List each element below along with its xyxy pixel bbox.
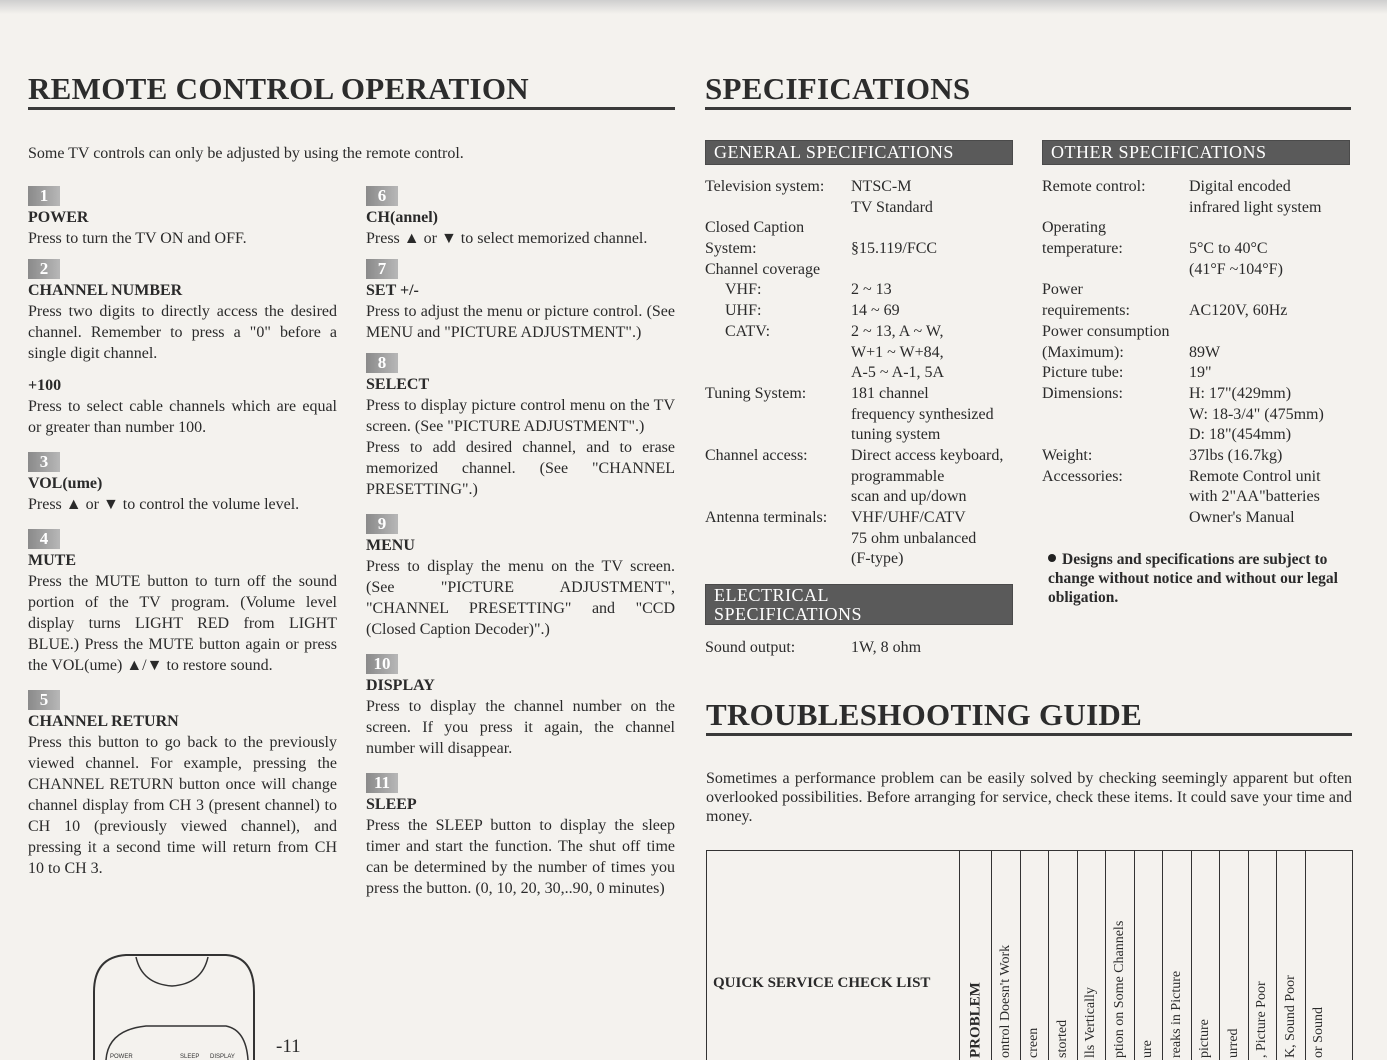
item-number-badge: 7 [366, 259, 398, 279]
remote-power-label: POWER [110, 1054, 133, 1060]
spec-label: Channel coverage [705, 260, 821, 278]
problem-column [1048, 851, 1077, 1060]
item-text: Press ▲ or ▼ to control the volume level. [28, 496, 300, 513]
spec-row [705, 218, 1025, 239]
spec-row [705, 446, 1025, 467]
item-title: MENU [366, 537, 415, 554]
problem-column [1134, 851, 1163, 1060]
spec-label: VHF: [725, 281, 762, 299]
spec-label: UHF: [725, 302, 762, 320]
troubleshooting-section-title: TROUBLESHOOTING GUIDE [706, 698, 1352, 736]
spec-value: infrared light system [1189, 198, 1322, 216]
spec-value: (41°F ~104°F) [1189, 260, 1283, 278]
spec-value: H: 17"(429mm) [1189, 384, 1292, 402]
problem-column [1020, 851, 1049, 1060]
spec-value: 19" [1189, 364, 1212, 382]
item-text: Press ▲ or ▼ to select memorized channel. [366, 230, 648, 247]
item-sub-title: +100 [28, 377, 62, 394]
item-number-badge: 2 [28, 259, 60, 279]
spec-value: (F-type) [851, 550, 904, 568]
spec-row [705, 260, 1025, 281]
problem-header: PROBLEM [967, 982, 983, 1058]
spec-value: §15.119/FCC [851, 240, 938, 258]
spec-row [1042, 405, 1362, 426]
item-sub-text: Press to select cable channels which are equal or greater than number 100. [28, 398, 337, 436]
spec-label: Weight: [1042, 446, 1093, 464]
item-text: Press to adjust the menu or picture control. (See MENU and "PICTURE ADJUSTMENT".) [366, 303, 675, 341]
spec-value: Digital encoded [1189, 178, 1291, 195]
spec-value: Direct access keyboard, [851, 446, 1004, 464]
spec-value: D: 18"(454mm) [1189, 426, 1292, 444]
item-text: Press to turn the TV ON and OFF. [28, 230, 247, 247]
spec-value: scan and up/down [851, 488, 967, 506]
spec-value: programmable [851, 467, 945, 485]
remote-item-channel-return [28, 690, 337, 879]
spec-value: 2 ~ 13, A ~ W, [851, 322, 944, 340]
spec-row [1042, 239, 1362, 260]
item-number-badge: 10 [366, 654, 398, 674]
problem-column [1191, 851, 1220, 1060]
item-title: SLEEP [366, 796, 417, 813]
spec-label: Power consumption [1042, 322, 1170, 340]
item-number-badge: 4 [28, 529, 60, 549]
remote-sleep-label: SLEEP [180, 1054, 200, 1060]
remote-item-menu [366, 514, 675, 640]
spec-label: Remote control: [1042, 178, 1146, 195]
spec-value: 1W, 8 ohm [851, 639, 922, 656]
specs-disclaimer-note [1048, 550, 1353, 607]
problem-column-label: lls Vertically [1083, 987, 1099, 1058]
spec-row [705, 280, 1025, 301]
item-text: Press to display the channel number on the screen. If you press it again, the channel number will disappear. [366, 698, 675, 757]
spec-row [705, 487, 1025, 508]
spec-row [1042, 177, 1362, 198]
spec-row [705, 638, 1025, 659]
spec-row [705, 198, 1025, 219]
item-number-badge: 5 [28, 690, 60, 710]
item-text: Press to display the menu on the TV screen. (See "PICTURE ADJUSTMENT", "CHANNEL PRESETTING" and "CCD (Closed Caption Decoder)".) [366, 558, 675, 638]
problem-column [1077, 851, 1106, 1060]
spec-row [705, 529, 1025, 550]
spec-row [705, 425, 1025, 446]
page-number: -11 [276, 1036, 301, 1057]
spec-label: Closed Caption [705, 219, 805, 237]
item-title: CHANNEL NUMBER [28, 282, 183, 299]
spec-value: A-5 ~ A-1, 5A [851, 364, 945, 382]
spec-row [705, 301, 1025, 322]
remote-item-channel [366, 186, 675, 249]
other-specs-table [1042, 177, 1362, 529]
spec-value: W+1 ~ W+84, [851, 343, 944, 361]
remote-item-mute [28, 529, 337, 676]
item-text: Press the MUTE button to turn off the sound portion of the TV program. (Volume level display turns LIGHT RED from LIGHT BLUE.) Press the MUTE button again or press the VOL(ume) ▲/▼ to restore sound. [28, 573, 337, 674]
spec-row [705, 405, 1025, 426]
spec-value: with 2"AA"batteries [1189, 488, 1320, 506]
problem-column [1162, 851, 1191, 1060]
spec-value: NTSC-M [851, 178, 912, 195]
spec-row [1042, 280, 1362, 301]
item-text: Press two digits to directly access the desired channel. Remember to press a "0" before a single digit channel. [28, 303, 337, 362]
disclaimer-text: Designs and specifications are subject to change without notice and without our legal obligation. [1048, 551, 1338, 606]
spec-label: Dimensions: [1042, 384, 1123, 402]
item-number-badge: 9 [366, 514, 398, 534]
problem-column-label: picture [1197, 1019, 1213, 1058]
problem-column-label: or Sound [1311, 1007, 1327, 1058]
electrical-header-line-1: ELECTRICAL [714, 585, 829, 605]
spec-label: Accessories: [1042, 467, 1123, 485]
spec-row [1042, 322, 1362, 343]
spec-row [1042, 487, 1362, 508]
spec-value: AC120V, 60Hz [1189, 302, 1288, 320]
item-text: Press this button to go back to the previously viewed channel. For example, pressing the CHANNEL RETURN button once will change channel display from CH 3 (present channel) to CH 10 (previously viewed channel), and pressing it a second time will return from CH 10 to CH 3. [28, 734, 337, 877]
spec-value: 2 ~ 13 [851, 281, 892, 299]
remote-item-display [366, 654, 675, 759]
spec-label: temperature: [1042, 240, 1123, 258]
remote-item-channel-number [28, 259, 337, 438]
spec-label: Picture tube: [1042, 364, 1124, 382]
spec-label: Television system: [705, 178, 825, 195]
problem-column-label: creen [1026, 1027, 1042, 1058]
item-title: POWER [28, 209, 89, 226]
spec-label: Power [1042, 281, 1083, 299]
item-title: VOL(ume) [28, 475, 103, 492]
item-number-badge: 11 [366, 773, 398, 793]
remote-control-illustration [86, 952, 266, 1060]
spec-label: Operating [1042, 219, 1106, 237]
problem-column-label: ure [1140, 1040, 1156, 1058]
spec-label: requirements: [1042, 302, 1130, 320]
spec-row [1042, 425, 1362, 446]
spec-row [705, 343, 1025, 364]
problem-column [1219, 851, 1248, 1060]
spec-row [1042, 446, 1362, 467]
electrical-specs-header [705, 584, 1013, 625]
item-title: MUTE [28, 552, 76, 569]
item-title: SET +/- [366, 282, 419, 299]
troubleshooting-intro: Sometimes a performance problem can be easily solved by checking seemingly apparent but often overlooked possibilities. Before arranging for service, check these items. It could save your time and money. [706, 770, 1352, 825]
page-top-edge [0, 0, 1387, 14]
spec-value: 14 ~ 69 [851, 302, 900, 320]
problem-column-label: ontrol Doesn't Work [997, 944, 1013, 1058]
spec-row [1042, 301, 1362, 322]
problem-column [1276, 851, 1305, 1060]
spec-value: VHF/UHF/CATV [851, 509, 966, 526]
problem-column [1305, 851, 1334, 1060]
remote-display-label: DISPLAY [210, 1054, 235, 1060]
item-number-badge: 6 [366, 186, 398, 206]
spec-row [705, 549, 1025, 570]
spec-label: System: [705, 240, 757, 258]
spec-row [1042, 363, 1362, 384]
quick-service-check-list-label: QUICK SERVICE CHECK LIST [713, 975, 931, 991]
remote-item-set [366, 259, 675, 343]
other-specs-header: OTHER SPECIFICATIONS [1042, 140, 1350, 165]
remote-item-volume [28, 452, 337, 515]
spec-row [705, 508, 1025, 529]
spec-value: frequency synthesized [851, 405, 994, 423]
item-text: Press to display picture control menu on the TV screen. (See "PICTURE ADJUSTMENT".) [366, 397, 675, 435]
spec-row [1042, 508, 1362, 529]
remote-right-column [366, 186, 675, 909]
electrical-specs-table [705, 638, 1025, 659]
problem-column-label: K, Sound Poor [1282, 975, 1298, 1058]
spec-label: (Maximum): [1042, 343, 1124, 361]
spec-value: 89W [1189, 343, 1221, 361]
item-title: SELECT [366, 376, 430, 393]
spec-label: Sound output: [705, 639, 796, 656]
spec-row [1042, 260, 1362, 281]
item-text-2: Press to add desired channel, and to erase memorized channel. (See "CHANNEL PRESETTING".) [366, 439, 675, 498]
general-specs-header: GENERAL SPECIFICATIONS [705, 140, 1013, 165]
problem-column [1105, 851, 1134, 1060]
spec-label: Channel access: [705, 446, 808, 464]
remote-item-select [366, 353, 675, 500]
spec-value: TV Standard [851, 198, 933, 216]
problem-column-label: storted [1054, 1019, 1070, 1058]
remote-intro: Some TV controls can only be adjusted by using the remote control. [28, 145, 464, 162]
remote-item-sleep [366, 773, 675, 899]
spec-value: Owner's Manual [1189, 509, 1295, 526]
problem-column-label: reaks in Picture [1168, 970, 1184, 1058]
problem-column-label: , Picture Poor [1254, 981, 1270, 1058]
quick-service-check-table [706, 850, 1353, 1060]
spec-label: Antenna terminals: [705, 509, 828, 526]
item-number-badge: 1 [28, 186, 60, 206]
spec-row [705, 384, 1025, 405]
problem-column [991, 851, 1020, 1060]
remote-item-power [28, 186, 337, 249]
spec-value: 37lbs (16.7kg) [1189, 446, 1283, 464]
spec-row [705, 467, 1025, 488]
remote-left-column [28, 186, 337, 889]
spec-row [705, 177, 1025, 198]
electrical-header-line-2: SPECIFICATIONS [714, 604, 863, 624]
item-title: DISPLAY [366, 677, 435, 694]
spec-row [705, 322, 1025, 343]
spec-value: W: 18-3/4" (475mm) [1189, 405, 1324, 423]
spec-value: tuning system [851, 426, 941, 444]
item-text: Press the SLEEP button to display the sleep timer and start the function. The shut off time can be determined by the number of times you press the button. (0, 10, 20, 30,..90, 0 minutes) [366, 817, 675, 897]
spec-value: 75 ohm unbalanced [851, 529, 977, 547]
spec-row [1042, 384, 1362, 405]
problem-column [1248, 851, 1277, 1060]
item-number-badge: 3 [28, 452, 60, 472]
specs-section-title: SPECIFICATIONS [705, 72, 1351, 110]
spec-row [705, 363, 1025, 384]
problem-column-label: ption on Some Channels [1111, 920, 1127, 1058]
spec-row [1042, 467, 1362, 488]
spec-row [1042, 343, 1362, 364]
problem-header-column [959, 851, 991, 1060]
spec-label: Tuning System: [705, 384, 807, 402]
spec-value: 5°C to 40°C [1189, 240, 1268, 258]
spec-value: Remote Control unit [1189, 467, 1321, 485]
spec-row [1042, 198, 1362, 219]
item-title: CHANNEL RETURN [28, 713, 179, 730]
spec-value: 181 channel [851, 384, 929, 402]
bullet-icon [1048, 554, 1056, 562]
item-number-badge: 8 [366, 353, 398, 373]
spec-row [1042, 218, 1362, 239]
item-title: CH(annel) [366, 209, 438, 226]
spec-label: CATV: [725, 322, 771, 340]
remote-section-title: REMOTE CONTROL OPERATION [28, 72, 675, 110]
spec-row [705, 239, 1025, 260]
general-specs-table [705, 177, 1025, 570]
problem-column-label: urred [1225, 1028, 1241, 1058]
